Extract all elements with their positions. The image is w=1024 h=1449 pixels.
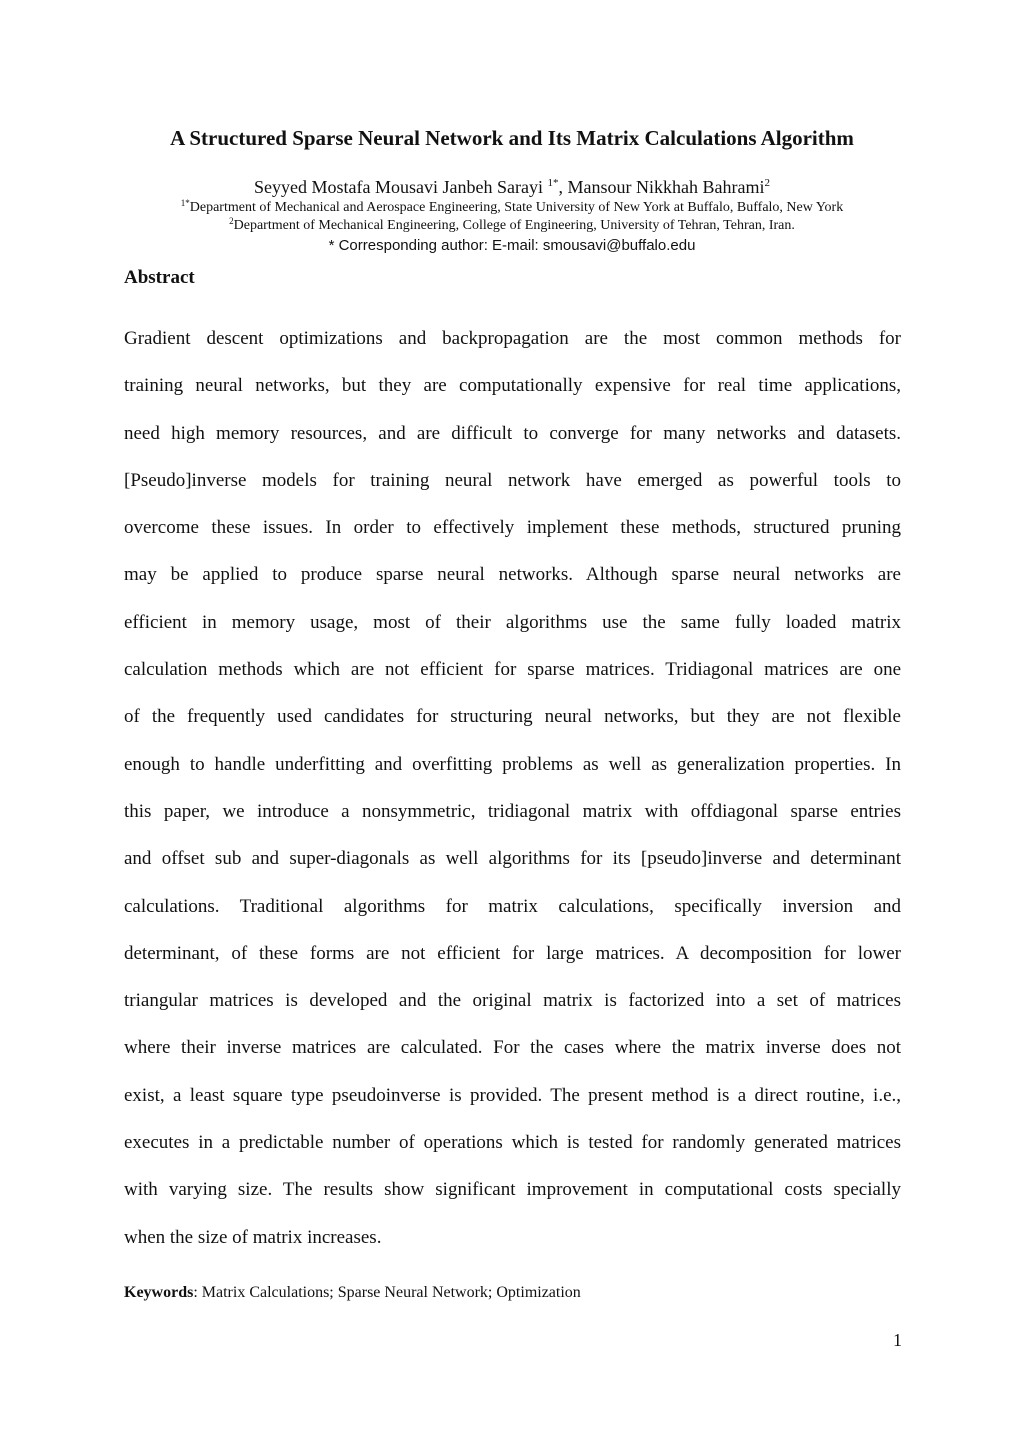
affiliation-mark: 2 <box>229 216 234 226</box>
corresponding-author: * Corresponding author: E-mail: smousavi@buffalo.edu <box>328 237 696 254</box>
affiliation <box>0 217 1024 235</box>
abstract-line: triangular matrices is developed and the original matrix is factorized into a set of matrices <box>124 990 901 1012</box>
affiliation-mark: 1* <box>180 198 190 208</box>
keywords-label: Keywords <box>124 1284 194 1301</box>
abstract-line: this paper, we introduce a nonsymmetric, tridiagonal matrix with offdiagonal sparse entries <box>124 800 901 822</box>
abstract-line: overcome these issues. In order to effectively implement these methods, structured pruning <box>124 517 901 539</box>
abstract-line: efficient in memory usage, most of their algorithms use the same fully loaded matrix <box>124 611 901 633</box>
abstract-line: exist, a least square type pseudoinverse is provided. The present method is a direct routine, i.e., <box>124 1084 901 1106</box>
keywords-text: : Matrix Calculations; Sparse Neural Network; Optimization <box>193 1284 581 1301</box>
author-affiliation-mark: 1* <box>547 177 559 189</box>
abstract-heading: Abstract <box>124 267 195 288</box>
abstract-line: where their inverse matrices are calculated. For the cases where the matrix inverse does not <box>124 1037 901 1059</box>
abstract-line: may be applied to produce sparse neural networks. Although sparse neural networks are <box>124 564 901 586</box>
abstract-line: training neural networks, but they are computationally expensive for real time applications, <box>124 375 901 397</box>
keywords <box>124 1282 581 1304</box>
abstract-line: of the frequently used candidates for structuring neural networks, but they are not flexible <box>124 706 901 728</box>
author-list <box>0 175 1024 199</box>
author-affiliation-mark: 2 <box>764 177 770 189</box>
abstract-line: and offset sub and super-diagonals as well algorithms for its [pseudo]inverse and determinant <box>124 848 901 870</box>
author-name: Mansour Nikkhah Bahrami <box>567 177 765 197</box>
abstract-line: calculation methods which are not efficient for sparse matrices. Tridiagonal matrices are one <box>124 659 901 681</box>
author-name: Seyyed Mostafa Mousavi Janbeh Sarayi <box>254 177 543 197</box>
abstract-line: calculations. Traditional algorithms for matrix calculations, specifically inversion and <box>124 895 901 917</box>
abstract-line: when the size of matrix increases. <box>124 1226 382 1248</box>
affiliation-text: Department of Mechanical Engineering, College of Engineering, University of Tehran, Tehran, Iran. <box>233 218 795 233</box>
abstract-line: executes in a predictable number of operations which is tested for randomly generated matrices <box>124 1132 901 1154</box>
affiliation <box>0 199 1024 217</box>
abstract-line: with varying size. The results show significant improvement in computational costs specially <box>124 1179 901 1201</box>
abstract-line: Gradient descent optimizations and backpropagation are the most common methods for <box>124 328 901 349</box>
abstract-line: need high memory resources, and are difficult to converge for many networks and datasets. <box>124 422 901 444</box>
affiliation-text: Department of Mechanical and Aerospace Engineering, State University of New York at Buffalo, Buffalo, New York <box>189 200 844 215</box>
abstract-line: enough to handle underfitting and overfitting problems as well as generalization properties. In <box>124 753 901 775</box>
author-separator: , <box>558 177 568 197</box>
abstract-line: [Pseudo]inverse models for training neural network have emerged as powerful tools to <box>124 469 901 491</box>
abstract-body <box>124 315 901 1261</box>
page-number: 1 <box>893 1330 902 1350</box>
paper-title: A Structured Sparse Neural Network and Its Matrix Calculations Algorithm <box>170 126 854 150</box>
abstract-line: determinant, of these forms are not efficient for large matrices. A decomposition for lower <box>124 942 901 964</box>
